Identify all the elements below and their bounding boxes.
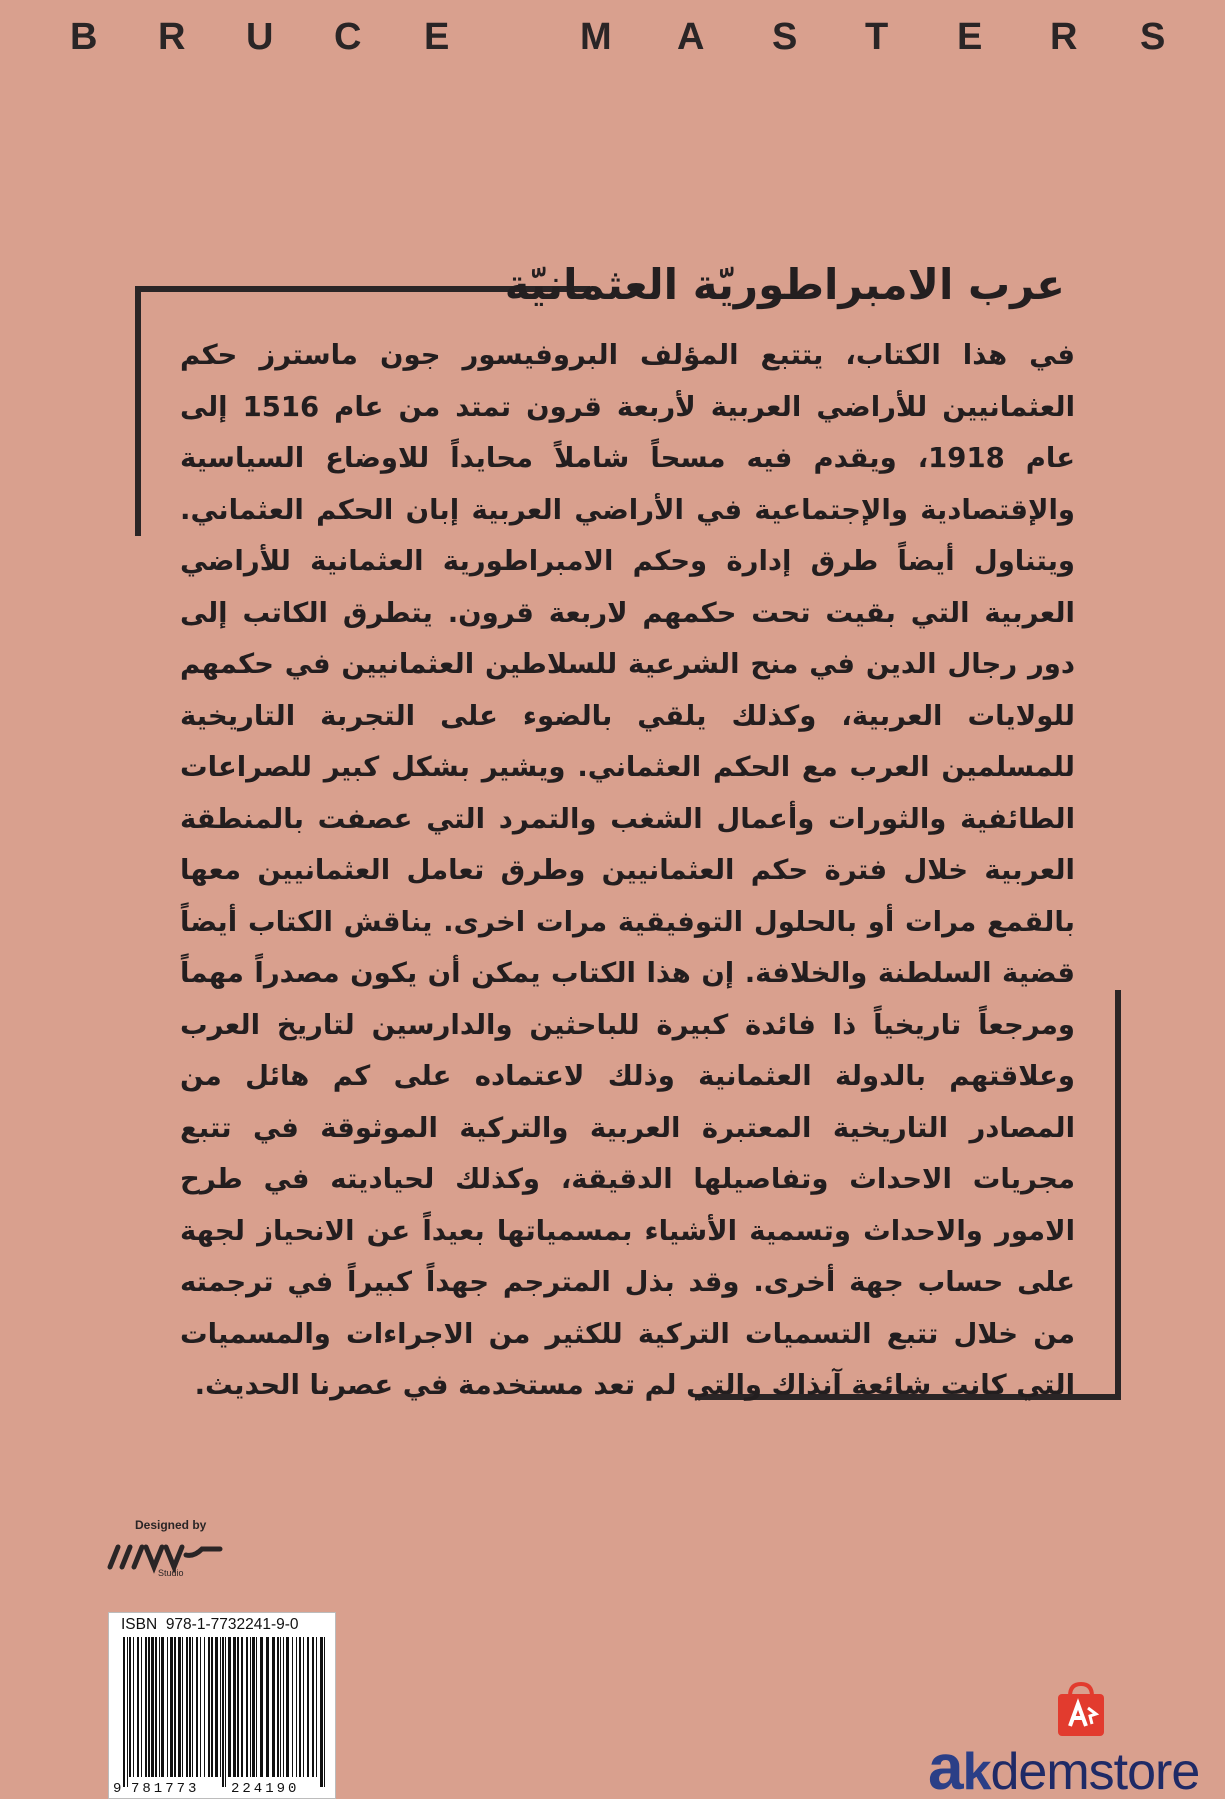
frame-left-line [135, 286, 141, 536]
barcode-bar [283, 1637, 284, 1777]
barcode-bar [228, 1637, 231, 1777]
barcode-bar [324, 1637, 325, 1787]
barcode-bar [127, 1637, 128, 1787]
author-letter: E [957, 16, 983, 58]
barcode-bar [256, 1637, 257, 1777]
barcode-bar [192, 1637, 193, 1777]
barcode-bar [155, 1637, 157, 1777]
frame-right-line [1115, 990, 1121, 1400]
barcode-bar [189, 1637, 191, 1777]
barcode-bar [307, 1637, 309, 1777]
shopping-bag-icon [1050, 1678, 1112, 1740]
barcode-bar [252, 1637, 255, 1777]
author-letter: E [424, 16, 450, 58]
store-logo-rest: demstore [990, 1743, 1200, 1799]
book-title: عرب الامبراطوريّة العثمانيّة [504, 260, 1065, 309]
barcode-bar [280, 1637, 281, 1777]
barcode-bar [286, 1637, 289, 1777]
barcode-bar [186, 1637, 188, 1777]
barcode-bar [222, 1637, 224, 1787]
barcode-bar [148, 1637, 150, 1777]
isbn-number: 978-1-7732241-9-0 [165, 1616, 299, 1633]
barcode-bar [200, 1637, 201, 1777]
author-letter: U [246, 16, 274, 58]
barcode-bar [299, 1637, 301, 1777]
barcode-bar [123, 1637, 125, 1787]
author-letter: C [334, 16, 362, 58]
barcode-bar [182, 1637, 183, 1777]
barcode-digits-right: 224190 [231, 1781, 300, 1797]
barcode-bar [161, 1637, 164, 1777]
barcode-bar [178, 1637, 181, 1777]
barcode-bar [250, 1637, 251, 1777]
isbn-barcode [108, 1612, 336, 1799]
author-letter: S [772, 16, 798, 58]
barcode-bar [241, 1637, 243, 1777]
barcode-bar [211, 1637, 213, 1777]
barcode-bar [145, 1637, 147, 1777]
barcode-bar [196, 1637, 198, 1777]
author-letter: R [1050, 16, 1078, 58]
author-name [60, 16, 1170, 62]
barcode-bar [312, 1637, 314, 1777]
isbn-label: ISBN [121, 1616, 158, 1633]
barcode-bar [233, 1637, 236, 1777]
store-logo-k: k [962, 1743, 991, 1799]
designer-label: Designed by [135, 1518, 207, 1532]
studio-label: Studio [158, 1568, 184, 1578]
store-logo [928, 1731, 1225, 1799]
author-letter: R [158, 16, 186, 58]
barcode-bar [129, 1637, 131, 1777]
barcode-bar [220, 1637, 221, 1777]
store-logo-a: a [928, 1731, 963, 1799]
barcode-icon [109, 1613, 337, 1799]
author-letter: T [865, 16, 889, 58]
barcode-digit-left: 9 [113, 1781, 122, 1797]
barcode-bar [316, 1637, 317, 1777]
barcode-bar [246, 1637, 248, 1777]
barcode-bar [296, 1637, 297, 1777]
book-description: في هذا الكتاب، يتتبع المؤلف البروفيسور جون ماسترز حكم العثمانيين للأراضي العربية لأربعة قرون تمتد من عام 1516 إلى عام 1918، ويقدم فيه مسحاً شاملاً محايداً للاوضاع السياسية والإقتصادية والإجتماعية في الأراضي العربية إبان الحكم العثماني. ويتناول أيضاً طرق إدارة وحكم الامبراطورية العثمانية للأراضي العربية التي بقيت تحت حكمهم لاربعة قرون. يتطرق الكاتب إلى دور رجال الدين في منح الشرعية للسلاطين العثمانيين في حكمهم للولايات العربية، وكذلك يلقي بالضوء على التجربة التاريخية للمسلمين العرب مع الحكم العثماني. ويشير بشكل كبير للصراعات الطائفية والثورات وأعمال الشغب والتمرد التي عصفت بالمنطقة العربية خلال فترة حكم العثمانيين وطرق تعامل العثمانيين معها بالقمع مرات أو بالحلول التوفيقية مرات اخرى. يناقش الكتاب أيضاً قضية السلطنة والخلافة. إن هذا الكتاب يمكن أن يكون مصدراً مهماً ومرجعاً تاريخياً ذا فائدة كبيرة للباحثين والدارسين لتاريخ العرب وعلاقتهم بالدولة العثمانية وذلك لاعتماده على كم هائل من المصادر التاريخية المعتبرة العربية والتركية الموثوقة في تتبع مجريات الاحداث وتفاصيلها الدقيقة، وكذلك لحياديته في طرح الامور والاحداث وتسمية الأشياء بمسمياتها بعيداً عن الانحياز لجهة على حساب جهة أخرى. وقد بذل المترجم جهداً كبيراً في ترجمته من خلال تتبع التسميات التركية للكثير من الاجراءات والمسميات التي كانت شائعة آنذاك والتي لم تعد مستخدمة في عصرنا الحديث. [180, 339, 1075, 1401]
barcode-digits-middle: 781773 [131, 1781, 200, 1797]
barcode-bar [215, 1637, 218, 1777]
barcode-bar [133, 1637, 134, 1777]
barcode-bar [292, 1637, 293, 1777]
author-letter: S [1140, 16, 1166, 58]
barcode-bar [266, 1637, 269, 1777]
barcode-bar [151, 1637, 154, 1777]
barcode-bar [272, 1637, 275, 1777]
barcode-bar [277, 1637, 279, 1777]
barcode-bar [320, 1637, 323, 1787]
author-letter: B [70, 16, 98, 58]
barcode-bar [170, 1637, 173, 1777]
barcode-bar [260, 1637, 263, 1777]
author-letter: A [677, 16, 705, 58]
author-letter: M [580, 16, 612, 58]
barcode-bar [204, 1637, 205, 1777]
barcode-bar [237, 1637, 239, 1777]
barcode-bar [137, 1637, 139, 1777]
barcode-bar [174, 1637, 176, 1777]
barcode-bar [167, 1637, 168, 1777]
barcode-bar [225, 1637, 226, 1787]
barcode-bar [141, 1637, 142, 1777]
barcode-bar [159, 1637, 160, 1777]
barcode-bar [208, 1637, 210, 1777]
barcode-bar [303, 1637, 304, 1777]
